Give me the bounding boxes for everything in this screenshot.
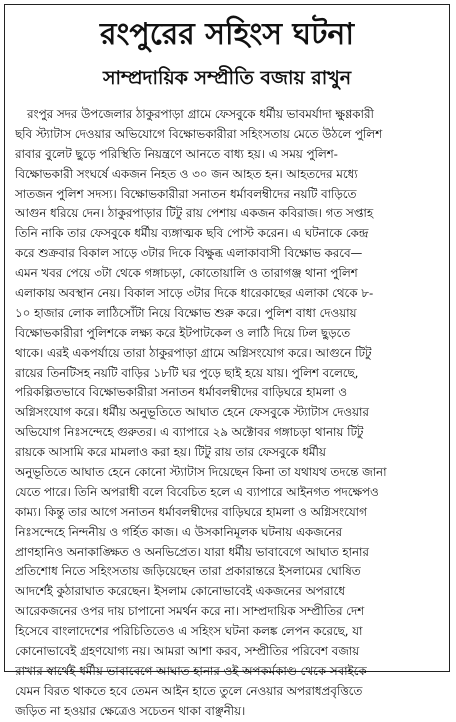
article-line: আরেকজনের ওপর দায় চাপানো সমর্থন করে না। সাম্প্রদায়িক সম্প্রীতির দেশ bbox=[15, 604, 365, 619]
article-line: রায়কে আসামি করে মামলাও করা হয়। টিটু রায় তার ফেসবুকে ধর্মীয় bbox=[15, 445, 326, 460]
article-line: সাতজন পুলিশ সদস্য। বিক্ষোভকারীরা সনাতন ধর্মাবলম্বীদের নয়টি বাড়িতে bbox=[15, 186, 357, 201]
article-line: যেমন বিরত থাকতে হবে তেমন আইন হাতে তুলে নেওয়ার অপরাধপ্রবৃত্তিতে bbox=[15, 683, 363, 698]
news-clipping bbox=[4, 4, 450, 718]
article-line: বিক্ষোভকারীরা পুলিশকে লক্ষ্য করে ইটপাটকেল ও লাঠি দিয়ে ঢিল ছুড়তে bbox=[15, 325, 351, 340]
article-body bbox=[15, 105, 441, 722]
article-line: বিক্ষোভকারী সংঘর্ষে একজন নিহত ও ৩০ জন আহত হন। আহতদের মধ্যে bbox=[15, 166, 358, 181]
article-line: তিনি নাকি তার ফেসবুকে ধর্মীয় ব্যঙ্গাত্মক ছবি পোস্ট করেন। এ ঘটনাকে কেন্দ্র bbox=[15, 226, 369, 241]
article-line: ১০ হাজার লোক লাঠিসোঁটা নিয়ে বিক্ষোভ শুরু করে। পুলিশ বাধা দেওয়ায় bbox=[15, 305, 357, 320]
article-line: রায়ের তিনটিসহ নয়টি বাড়ির ১৮টি ঘর পুড়ে ছাই হয়ে যায়। পুলিশ বলেছে, bbox=[15, 365, 359, 380]
article-line: ছবি স্ট্যাটাস দেওয়ার অভিযোগে বিক্ষোভকারীরা সহিংসতায় মেতে উঠলে পুলিশ bbox=[15, 126, 383, 141]
article-line: প্রতিশোধ নিতে সহিংসতায় জড়িয়েছেন তারা প্রকারান্তরে ইসলামের ঘোষিত bbox=[15, 564, 361, 579]
article-line: হিসেবে বাংলাদেশের পরিচিতিতেও এ সহিংস ঘটনা কলঙ্ক লেপন করেছে, যা bbox=[15, 624, 363, 639]
article-line: প্রাণহানিও অনাকাঙ্ক্ষিত ও অনভিপ্রেত। যারা ধর্মীয় ভাবাবেগে আঘাত হানার bbox=[15, 544, 369, 559]
article-line: নিঃসন্দেহে নিন্দনীয় ও গর্হিত কাজ। এ উসকানিমূলক ঘটনায় একজনের bbox=[15, 524, 342, 539]
article-line: কাম্য। কিন্তু তার আগে সনাতন ধর্মাবলম্বীদের বাড়িঘরে হামলা ও অগ্নিসংযোগ bbox=[15, 504, 367, 519]
article-line: থাকে। এরই একপর্যায়ে তারা ঠাকুরপাড়া গ্রামে অগ্নিসংযোগ করে। আগুনে টিটু bbox=[15, 345, 372, 360]
article-line: পরিকল্পিতভাবে বিক্ষোভকারীরা সনাতন ধর্মাবলম্বীদের বাড়িঘরে হামলা ও bbox=[15, 385, 347, 400]
subheadline: সাম্প্রদায়িক সম্প্রীতি বজায় রাখুন bbox=[102, 67, 352, 89]
article-line: এলাকায় অবস্থান নেয়। বিকাল সাড়ে ৩টার দিকে ধারেকাছের এলাকা থেকে ৮- bbox=[15, 286, 374, 301]
article-line: যেতে পারে। তিনি অপরাধী বলে বিবেচিত হলে এ ব্যাপারে আইনগত পদক্ষেপও bbox=[15, 484, 379, 499]
article-line: রাখার স্বার্থেই ধর্মীয় ভাবাবেগে আঘাত হানার ওই অপকর্মকাণ্ড থেকে সবাইকে bbox=[15, 663, 367, 678]
headline: রংপুরের সহিংস ঘটনা bbox=[99, 17, 355, 52]
article-line: আগুন ধরিয়ে দেন। ঠাকুরপাড়ার টিটু রায় পেশায় একজন কবিরাজ। গত সপ্তাহ bbox=[15, 206, 374, 221]
article-line: করে শুক্রবার বিকাল সাড়ে ৩টার দিকে বিক্ষুব্ধ এলাকাবাসী বিক্ষোভ করবে— bbox=[15, 246, 363, 261]
article-line: জড়িত না হওয়ার ক্ষেত্রেও সচেতন থাকা বাঞ্ছনীয়। bbox=[15, 703, 246, 718]
article-line: অনুভূতিতে আঘাত হেনে কোনো স্ট্যাটাস দিয়েছেন কিনা তা যথাযথ তদন্তে জানা bbox=[15, 465, 387, 480]
article-line: এমন খবর পেয়ে ৩টা থেকে গঙ্গাচড়া, কোতোয়ালি ও তারাগঞ্জ থানা পুলিশ bbox=[15, 266, 358, 281]
article-line: অভিযোগ নিঃসন্দেহে গুরুতর। এ ব্যাপারে ২৯ অক্টোবর গঙ্গাচড়া থানায় টিটু bbox=[15, 425, 364, 440]
article-line: আদর্শেই কুঠারাঘাত করেছেন। ইসলাম কোনোভাবেই একজনের অপরাধে bbox=[15, 584, 345, 599]
article-line: অগ্নিসংযোগ করে। ধর্মীয় অনুভূতিতে আঘাত হেনে ফেসবুকে স্ট্যাটাস দেওয়ার bbox=[15, 405, 369, 420]
article-line: কোনোভাবেই গ্রহণযোগ্য নয়। আমরা আশা করব, সম্প্রীতির পরিবেশ বজায় bbox=[15, 644, 360, 659]
article-line: রংপুর সদর উপজেলার ঠাকুরপাড়া গ্রামে ফেসবুকে ধর্মীয় ভাবমর্যাদা ক্ষুণ্ণকারী bbox=[27, 107, 374, 121]
article-line: রাবার বুলেট ছুড়ে পরিস্থিতি নিয়ন্ত্রণে আনতে বাধ্য হয়। এ সময় পুলিশ- bbox=[15, 146, 338, 161]
